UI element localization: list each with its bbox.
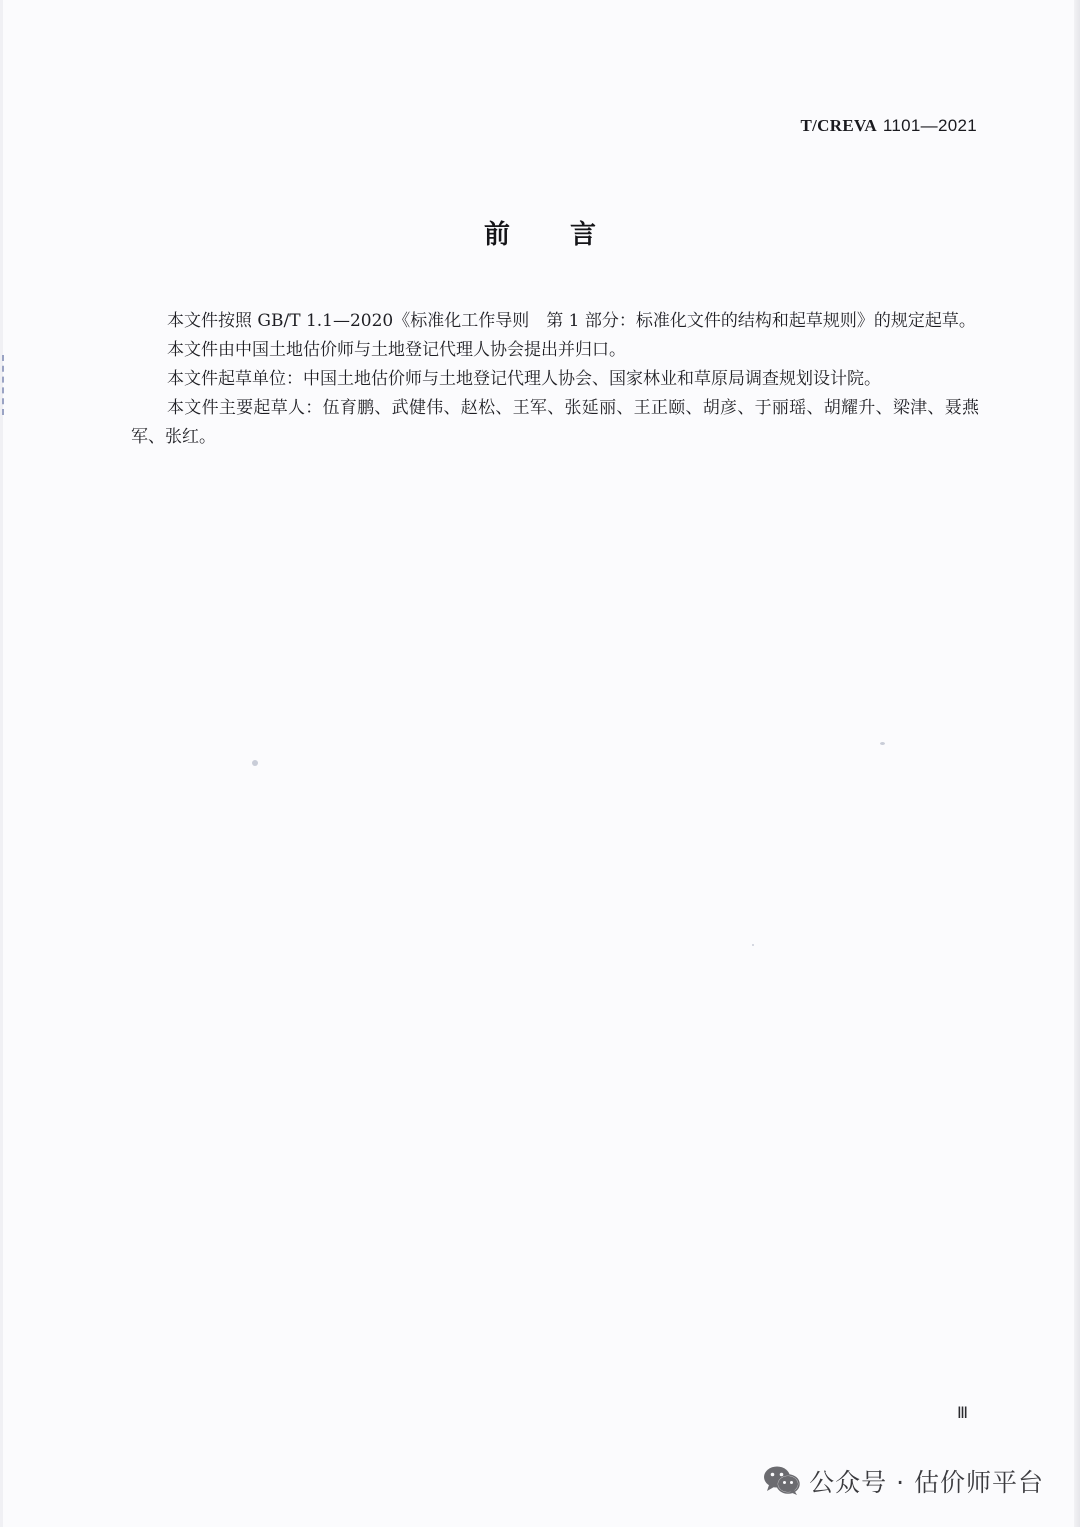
watermark-text: 公众号 · 估价师平台 [809,1468,1044,1497]
wechat-icon [763,1465,801,1497]
paragraph-drafters: 本文件主要起草人：伍育鹏、武健伟、赵松、王军、张延丽、王正颐、胡彦、于丽瑶、胡耀升、梁津、聂燕军、张红。 [131,398,979,447]
watermark [763,1463,1044,1499]
section-title: 前言 [483,220,656,250]
scan-speck [252,760,258,766]
page-number: Ⅲ [956,1405,968,1422]
scan-speck [880,742,885,745]
paragraph-drafting-units: 本文件起草单位：中国土地估价师与土地登记代理人协会、国家林业和草原局调查规划设计院。 [167,369,881,389]
standard-code-prefix: T/CREVA [800,116,877,135]
paragraph-drafting-basis: 本文件按照 GB/T 1.1—2020《标准化工作导则 第 1 部分：标准化文件的结构和起草规则》的规定起草。 [167,311,976,331]
standard-code-number: 1101—2021 [882,116,977,135]
binding-marks [2,355,8,415]
foreword-body [131,307,979,452]
standard-code [801,116,978,136]
scan-speck [752,944,754,946]
paragraph-proposer: 本文件由中国土地估价师与土地登记代理人协会提出并归口。 [167,340,626,360]
